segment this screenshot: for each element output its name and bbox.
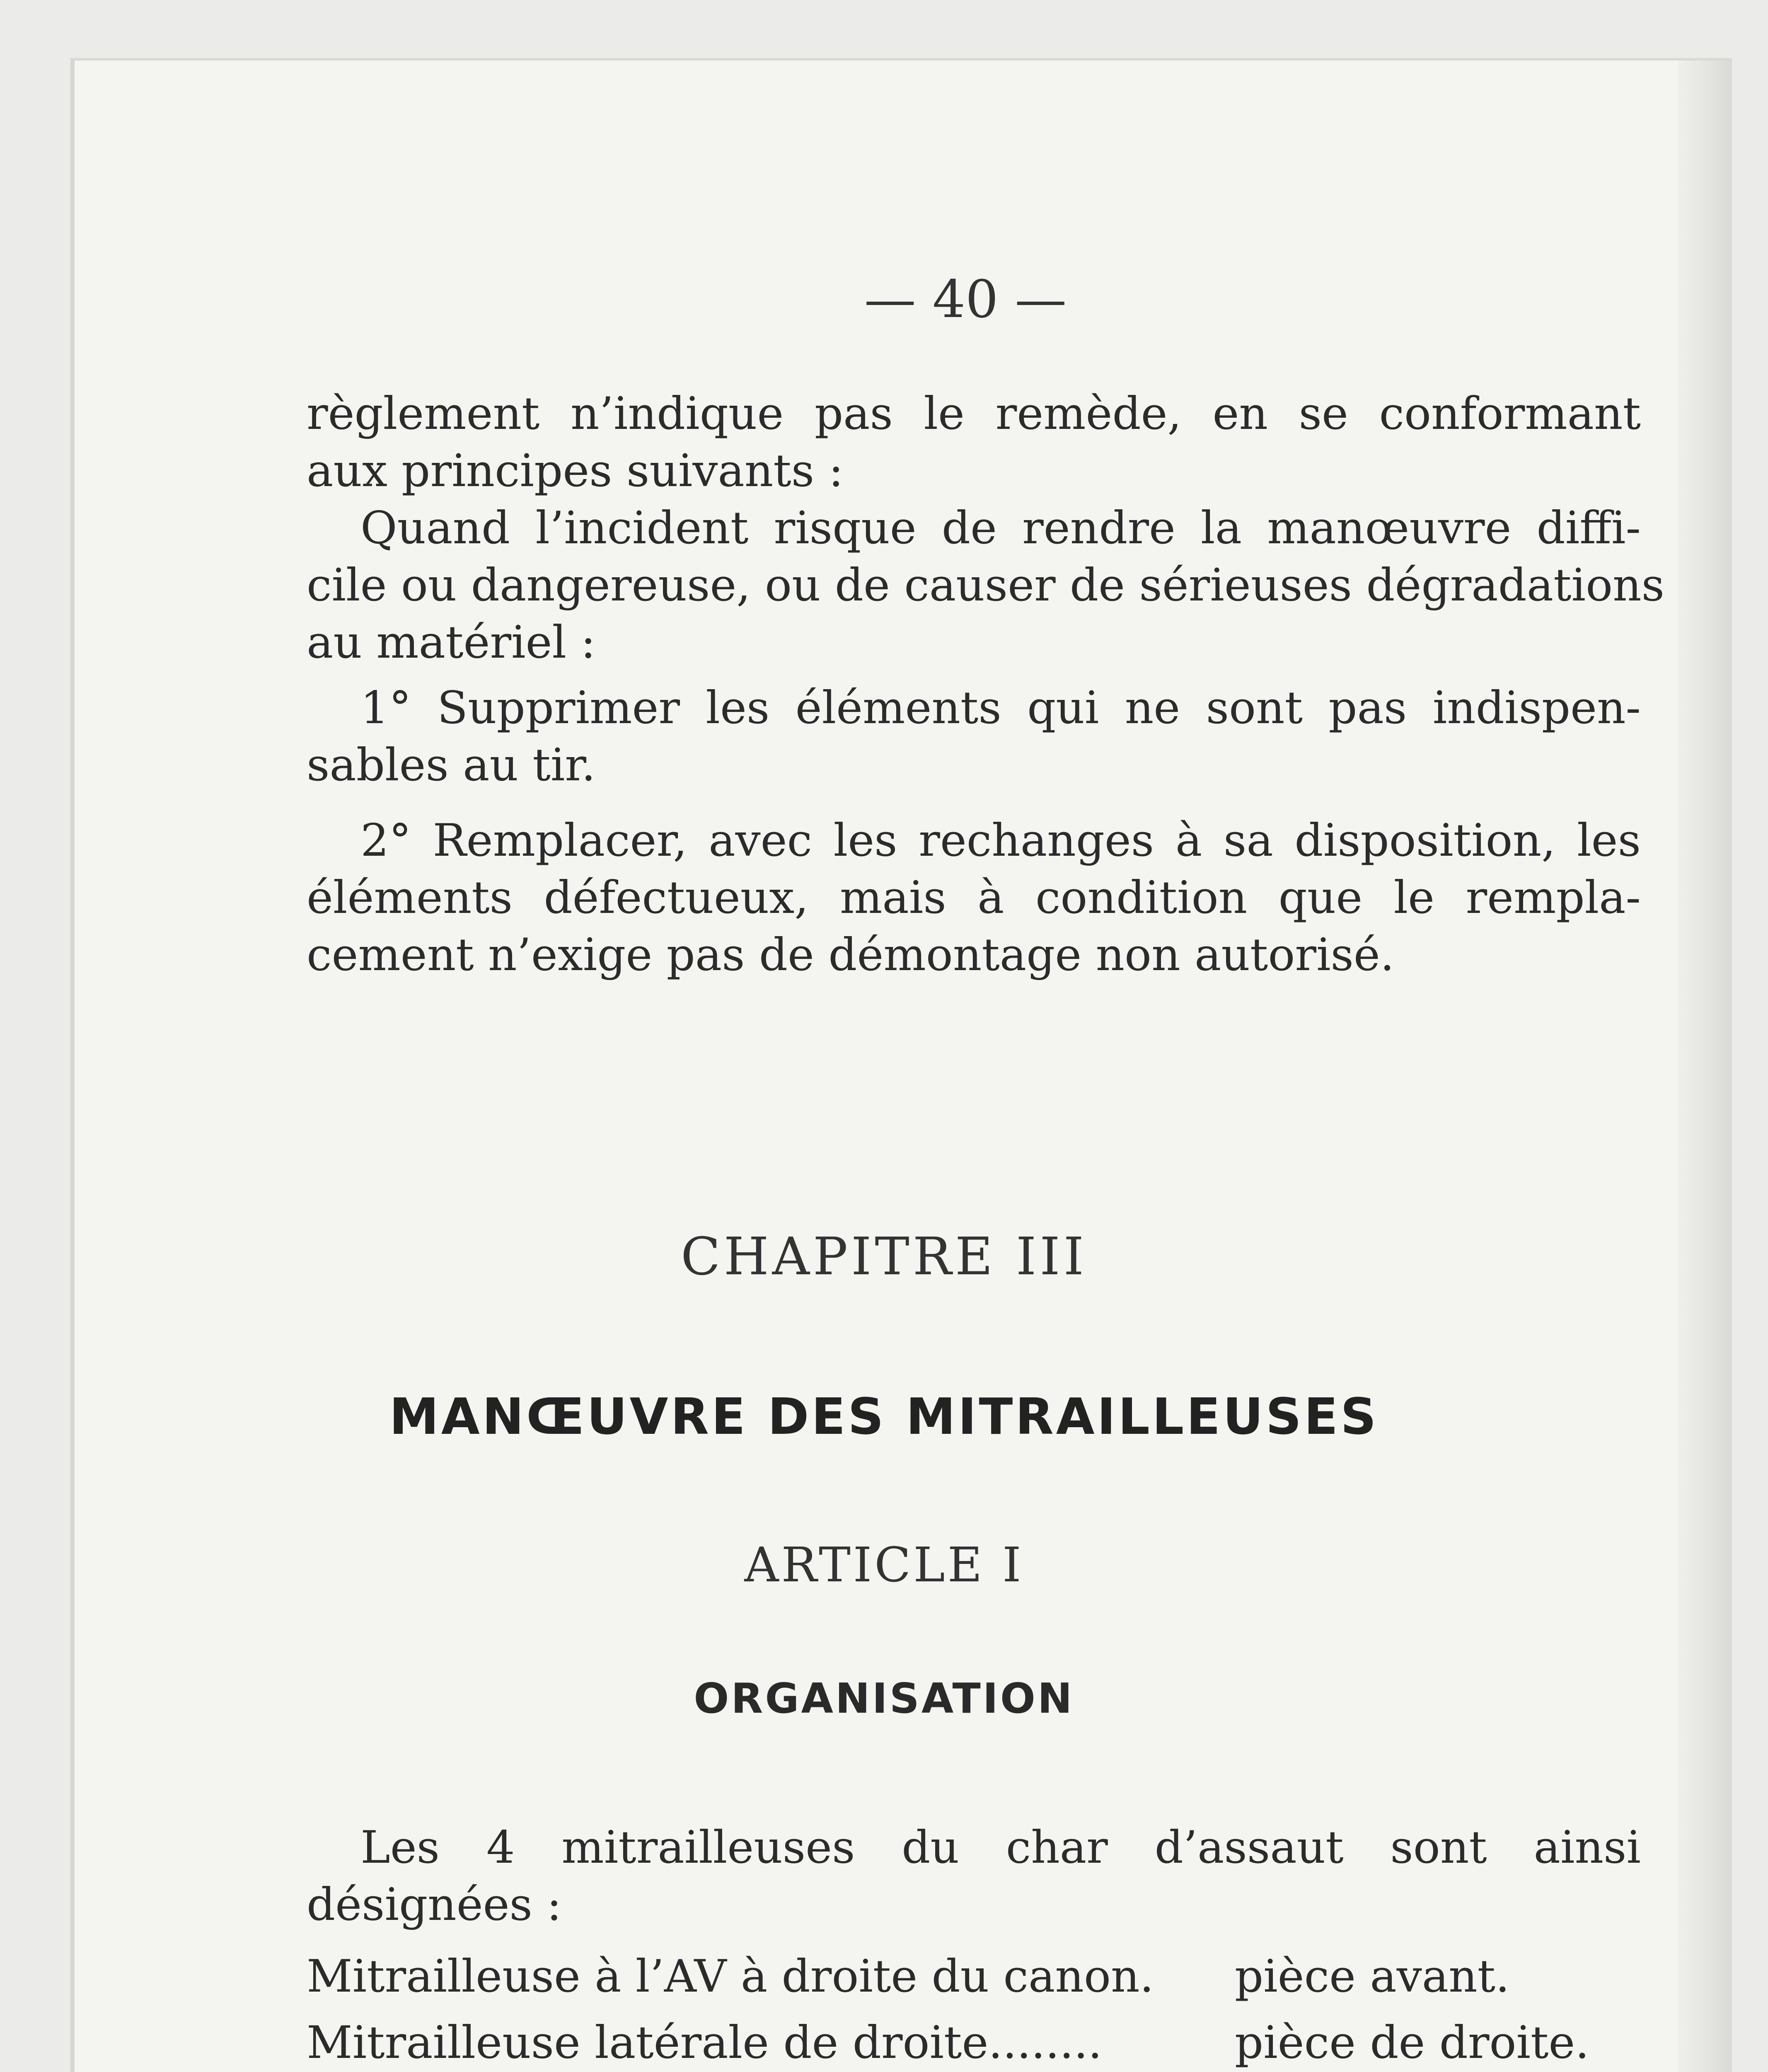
chapter-heading: CHAPITRE III — [680, 1227, 1087, 1287]
book-page — [70, 58, 1732, 2072]
text-line: 1° Supprimer les éléments qui ne sont pas indispen- — [360, 682, 1641, 734]
text-line: désignées : — [307, 1879, 562, 1931]
point-1 — [307, 680, 1641, 794]
intro-paragraph — [307, 385, 1665, 671]
list-item — [307, 2010, 1641, 2072]
text-line: Quand l’incident risque de rendre la manœuvre diffi- — [360, 502, 1641, 554]
designation-role: pièce avant. — [1235, 1951, 1510, 2002]
text-line: 2° Remplacer, avec les rechanges à sa disposition, les — [360, 815, 1641, 867]
page-number: — 40 — — [864, 269, 1067, 329]
organisation-paragraph — [307, 1819, 1641, 1934]
designation-list — [307, 1944, 1641, 2072]
list-item — [307, 1944, 1641, 2010]
designation-name: Mitrailleuse à l’AV à droite du canon. — [307, 1951, 1154, 2002]
text-line: aux principes suivants : — [307, 445, 844, 497]
text-line: règlement n’indique pas le remède, en se conformant — [307, 388, 1641, 440]
text-line: cement n’exige pas de démontage non autorisé. — [307, 929, 1395, 981]
article-1-title: ORGANISATION — [694, 1674, 1074, 1723]
article-1-heading: ARTICLE I — [744, 1537, 1024, 1593]
text-line: sables au tir. — [307, 739, 596, 791]
designation-name: Mitrailleuse latérale de droite........ — [307, 2017, 1103, 2069]
text-line: éléments défectueux, mais à condition que le rempla- — [307, 872, 1641, 924]
text-line: au matériel : — [307, 617, 596, 668]
chapter-title: MANŒUVRE DES MITRAILLEUSES — [389, 1388, 1379, 1446]
point-2 — [307, 812, 1641, 984]
page-edge — [1678, 61, 1732, 2072]
text-line: Les 4 mitrailleuses du char d’assaut sont ainsi — [360, 1822, 1641, 1874]
text-line: cile ou dangereuse, ou de causer de sérieuses dégradations — [307, 559, 1665, 611]
designation-role: pièce de droite. — [1235, 2017, 1589, 2069]
